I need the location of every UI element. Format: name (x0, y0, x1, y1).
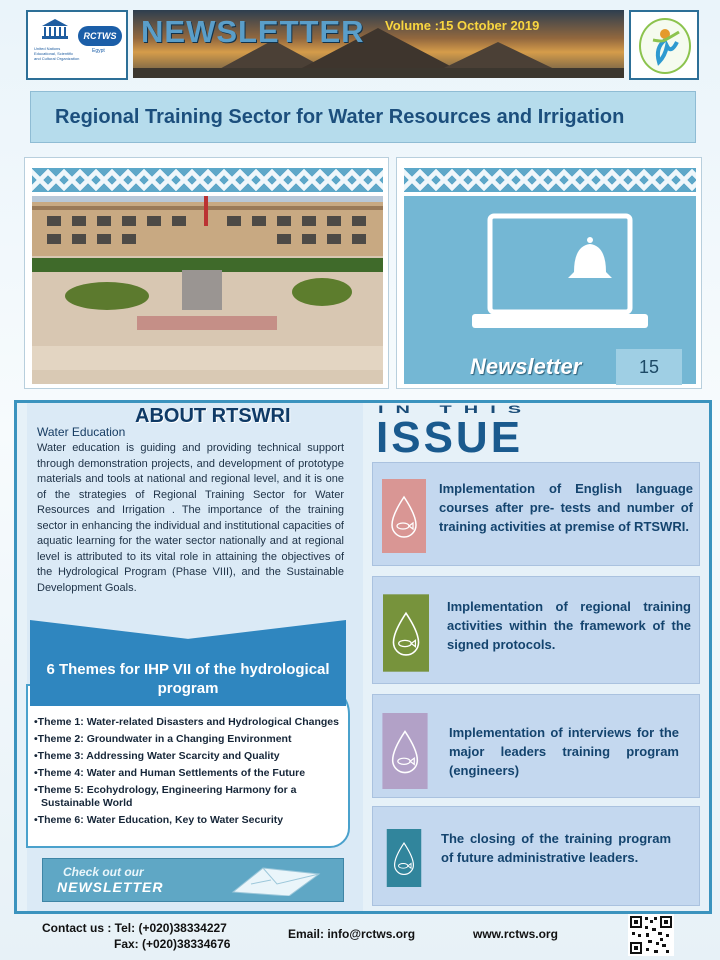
in-this-heading: IN THIS (378, 403, 534, 416)
newsletter-label: Newsletter (470, 354, 582, 379)
footer-contact: Contact us : Tel: (+020)38334227 (42, 921, 227, 935)
person-icon (641, 20, 689, 72)
newsletter-cover (404, 196, 696, 384)
issue-card (372, 806, 700, 906)
laptop-bell-icon (470, 210, 650, 340)
checkout-line2: NEWSLETTER (57, 879, 164, 895)
issue-item-text: Implementation of regional training activities within the framework of the signed protocols. (447, 599, 691, 652)
issue-heading: ISSUE (376, 413, 524, 462)
water-drop-fish-icon (383, 829, 425, 887)
issue-item-text: The closing of the training program of future administrative leaders. (441, 831, 671, 865)
unesco-logo-box (26, 10, 128, 80)
theme-item: •Theme 4: Water and Human Settlements of the Future (34, 767, 306, 779)
newsletter-cover-panel (396, 157, 702, 389)
themes-title: 6 Themes for IHP VII of the hydrological program (46, 661, 330, 697)
theme-item: •Theme 3: Addressing Water Scarcity and Quality (34, 750, 280, 762)
theme-item: •Theme 6: Water Education, Key to Water Security (34, 814, 284, 826)
theme-item: •Theme 5: Ecohydrology, Engineering Harmony for a Sustainable World (34, 784, 297, 809)
newsletter-banner (133, 10, 624, 78)
issue-item-text: Implementation of interviews for the major leaders training program (engineers) (449, 725, 679, 778)
sector-logo (639, 18, 691, 74)
campus-photo (32, 196, 383, 384)
issue-item-text: Implementation of English language courses after pre- tests and number of training activities at premise of RTSWRI. (439, 481, 693, 534)
footer-website[interactable]: www.rctws.org (473, 927, 558, 941)
check-out-newsletter-button[interactable] (42, 858, 344, 902)
envelope-icon (229, 866, 321, 896)
rctws-logo: RCTWS (78, 26, 122, 46)
sector-logo-box (629, 10, 699, 80)
footer-email[interactable]: Email: info@rctws.org (288, 927, 416, 941)
banner-title: NEWSLETTER (141, 14, 365, 49)
theme-item: •Theme 1: Water-related Disasters and Hydrological Changes (34, 716, 339, 728)
themes-list (34, 716, 346, 831)
page-title: Regional Training Sector for Water Resources and Irrigation (55, 105, 625, 128)
lattice-divider (32, 168, 383, 192)
checkout-line1: Check out our (63, 865, 144, 879)
issue-number-badge: 15 (616, 349, 682, 385)
issue-card (372, 462, 700, 566)
water-drop-fish-icon (383, 593, 429, 673)
campus-photo-panel (24, 157, 389, 389)
water-drop-fish-icon (381, 713, 429, 789)
title-bar (30, 91, 696, 143)
rctws-sub: Egypt (92, 48, 105, 54)
issue-card (372, 694, 700, 798)
theme-item: •Theme 2: Groundwater in a Changing Environment (34, 733, 292, 745)
qr-code-icon[interactable] (628, 914, 674, 956)
water-drop-fish-icon (382, 479, 426, 553)
unesco-temple-icon (40, 18, 70, 40)
about-body: Water education is guiding and providing technical support through demonstration projects, and development of prototype materials and tools at national and regional level, and it is one of the strategies of Regional Training Sector for Water Resources and Irrigation . The importance of the training sector in enhancing the individual and institutional capacities of aquatic learning for the water sector nationally and at regional level is attributed to its vital role in attaining the objectives of the Hydrological Program (Phase VIII), and the Sustainable Development Goals. (37, 442, 344, 594)
about-title: ABOUT RTSWRI (135, 405, 291, 427)
water-education-heading: Water Education (37, 425, 126, 439)
volume-label: Volume :15 October 2019 (385, 18, 540, 33)
unesco-caption: United Nations Educational, Scientific and Cultural Organization (34, 46, 80, 61)
footer-fax: Fax: (+020)38334676 (114, 937, 231, 951)
issue-card (372, 576, 700, 684)
lattice-divider (404, 168, 696, 192)
